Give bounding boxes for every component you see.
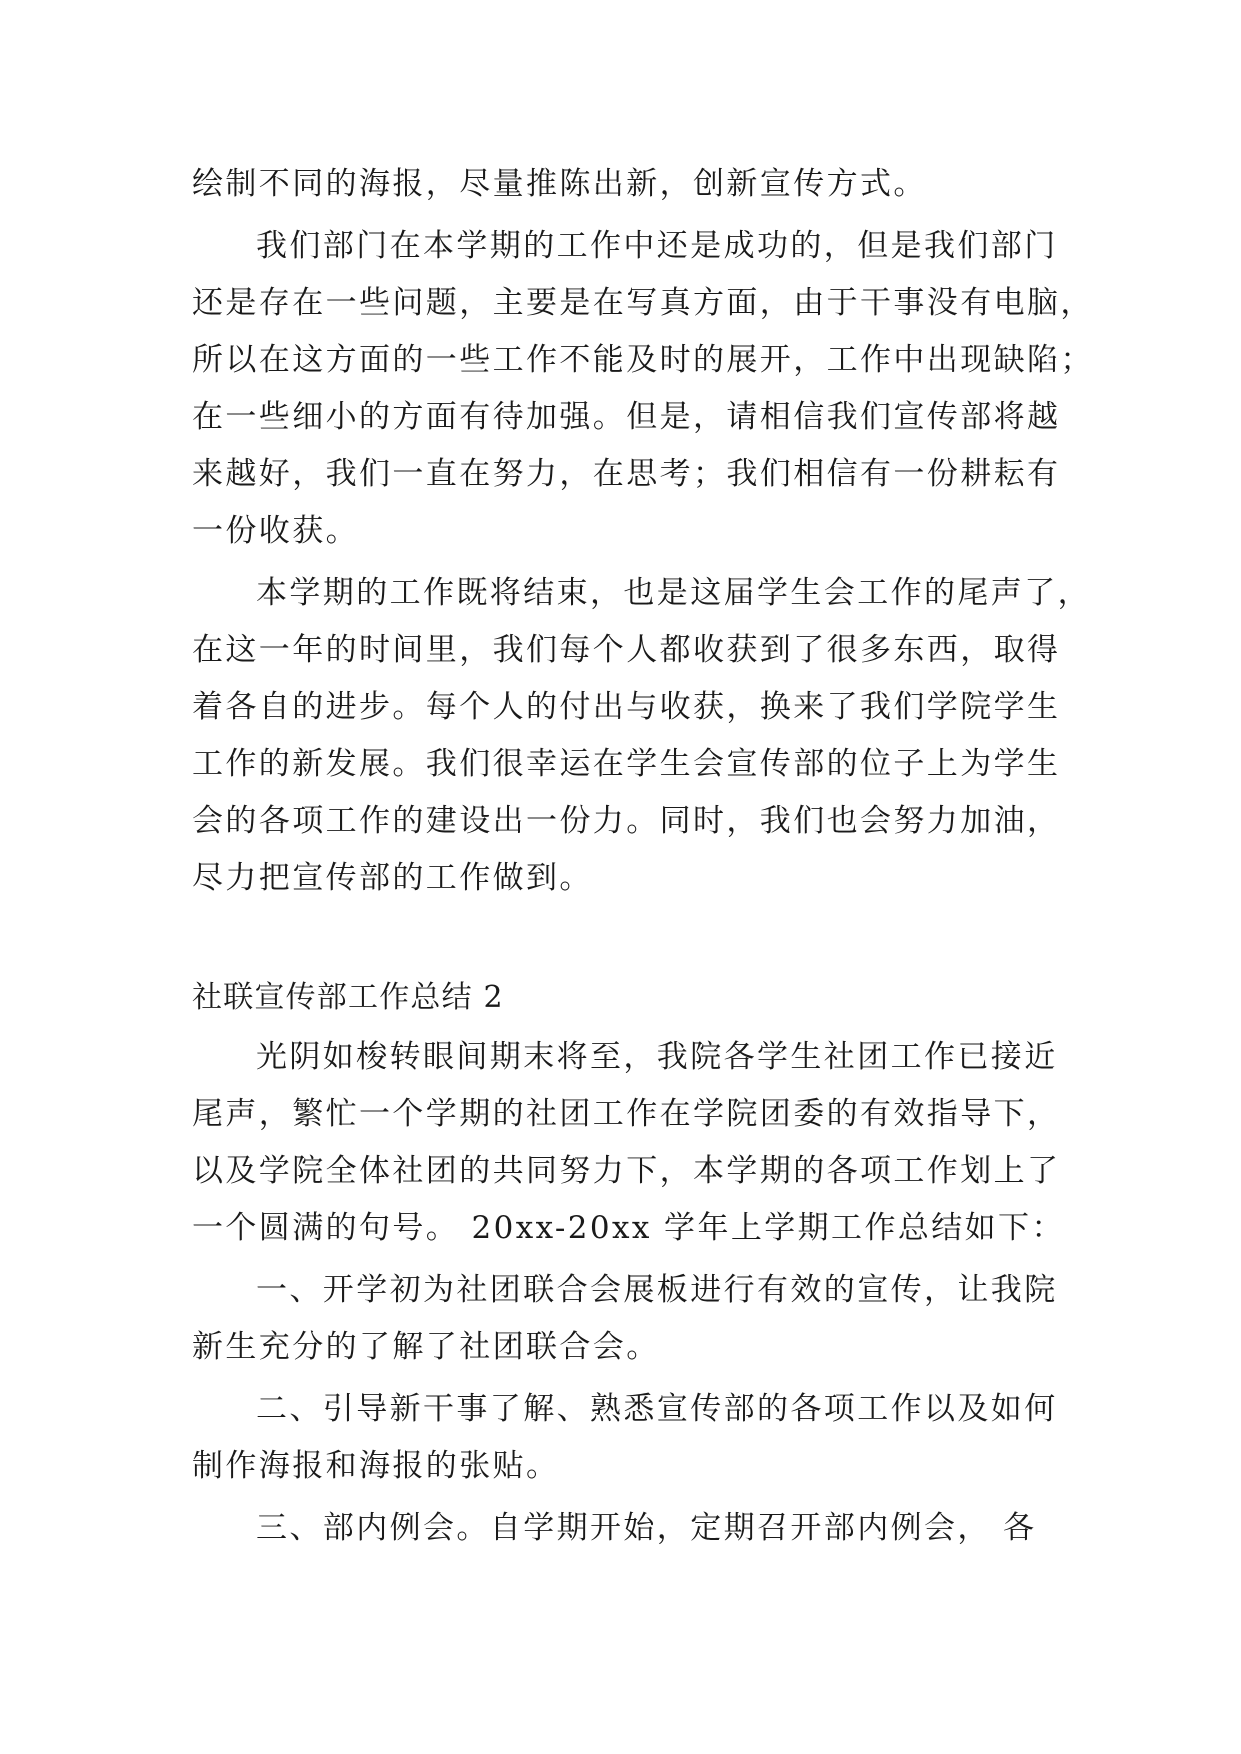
list-item-line: 制作海报和海报的张贴。 [192,1448,560,1484]
paragraph-line: 着各自的进步。每个人的付出与收获，换来了我们学院学生 [192,689,1061,725]
paragraph-line: 光阴如梭转眼间期末将至，我院各学生社团工作已接近 [256,1039,1058,1075]
paragraph-line: 工作的新发展。我们很幸运在学生会宣传部的位子上为学生 [192,746,1061,782]
paragraph-line: 以及学院全体社团的共同努力下，本学期的各项工作划上了 [192,1153,1061,1189]
list-item-line: 二、引导新干事了解、熟悉宣传部的各项工作以及如何 [256,1391,1058,1427]
paragraph-line: 尽力把宣传部的工作做到。 [192,860,593,896]
paragraph-line: 在这一年的时间里，我们每个人都收获到了很多东西，取得 [192,632,1061,668]
paragraph-line: 一份收获。 [192,513,359,549]
paragraph-line: 所以在这方面的一些工作不能及时的展开，工作中出现缺陷； [192,342,1094,378]
list-item-line: 三、部内例会。自学期开始，定期召开部内例会， 各 [256,1510,1037,1546]
list-item-line: 一、开学初为社团联合会展板进行有效的宣传，让我院 [256,1272,1058,1308]
paragraph-line: 我们部门在本学期的工作中还是成功的，但是我们部门 [256,228,1058,264]
paragraph-line: 还是存在一些问题，主要是在写真方面，由于干事没有电脑， [192,285,1094,321]
paragraph-line: 在一些细小的方面有待加强。但是，请相信我们宣传部将越 [192,399,1061,435]
paragraph-line: 绘制不同的海报，尽量推陈出新，创新宣传方式。 [192,166,927,202]
paragraph-line: 本学期的工作既将结束，也是这届学生会工作的尾声了， [256,575,1091,611]
paragraph-line: 一个圆满的句号。 20xx-20xx 学年上学期工作总结如下： [192,1210,1065,1246]
section-heading: 社联宣传部工作总结 2 [192,980,504,1015]
paragraph-line: 会的各项工作的建设出一份力。同时，我们也会努力加油， [192,803,1061,839]
list-item-line: 新生充分的了解了社团联合会。 [192,1329,660,1365]
paragraph-line: 来越好，我们一直在努力，在思考；我们相信有一份耕耘有 [192,456,1061,492]
paragraph-line: 尾声，繁忙一个学期的社团工作在学院团委的有效指导下， [192,1096,1061,1132]
